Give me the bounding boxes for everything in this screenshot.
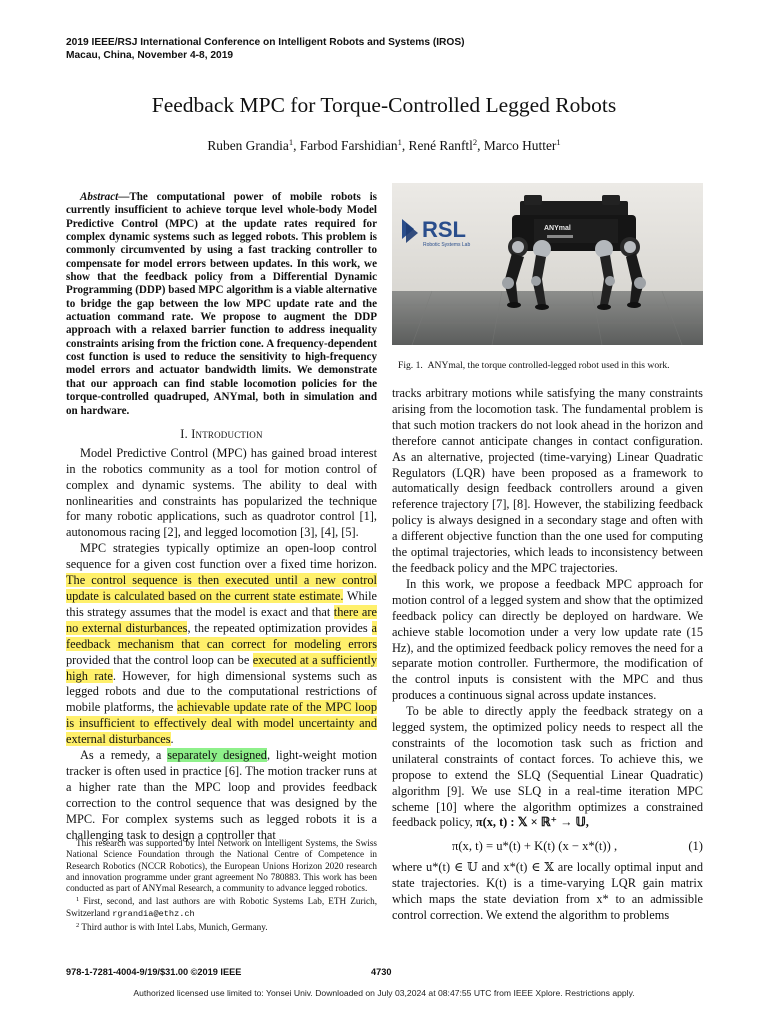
intro-paragraph	[66, 541, 377, 748]
equation	[392, 839, 703, 854]
author-affiliation-mark: 1	[288, 137, 294, 147]
author-name: Marco Hutter	[483, 138, 557, 153]
highlighted-text: there are no external disturbances	[66, 604, 377, 635]
paragraph-text: , light-weight motion tracker is often used in practice [6]. The motion tracker runs at a higher rate than the MPC loop and provides feedback correction to the control sequence that was designed by the MPC. For complex systems such as legged robots it is a challenging task to design a controller that	[66, 748, 377, 842]
intro-paragraph: Model Predictive Control (MPC) has gained broad interest in the robotics community as a tool for motion control of complex and dynamic systems. The ability to deal with nonlinearities and constraints has popularized the technique for many robotic applications, such as quadrotor control [1], autonomous racing [2], and legged locomotion [3], [4], [5].	[66, 445, 377, 540]
highlighted-text: The control sequence is then executed until a new control update is calculated based on the current state estimate.	[66, 573, 377, 603]
author-email: rgrandia@ethz.ch	[112, 908, 195, 919]
paper-title: Feedback MPC for Torque-Controlled Legged Robots	[151, 93, 617, 117]
paragraph-text: To be able to directly apply the feedback strategy on a legged system, the optimized policy needs to respect all the constraints of the locomotion task such as friction and unilateral constraints of contact forces. To achieve this, we propose to extend the SLQ (Sequential Linear Quadratic) algorithm [9]. We use SLQ in a real-time iteration MPC scheme [10] where the algorithm optimizes a constrained feedback policy,	[392, 704, 703, 830]
author-name: René Ranftl	[408, 138, 473, 153]
author-separator: ,	[293, 138, 300, 153]
footnote-text: First, second, and last authors are with Robotic Systems Lab, ETH Zurich, Switzerland	[66, 896, 378, 918]
conference-header	[66, 36, 465, 62]
figure-caption	[398, 360, 703, 372]
highlighted-text: a feedback mechanism that can correct for modeling errors	[66, 620, 377, 651]
conference-location: Macau, China, November 4-8, 2019	[66, 50, 234, 61]
right-column	[392, 386, 703, 924]
author-name: Farbod Farshidian	[299, 138, 398, 153]
author-list	[0, 137, 768, 154]
floor	[392, 291, 703, 345]
body-paragraph: In this work, we propose a feedback MPC approach for motion control of a legged system and show that the optimized feedback policy can directly be deployed on hardware. We achieve stable locomotion under a very low update rate (15 Hz), and the optimized feedback policy removes the need for a separate motion controller. Furthermore, the modification of the control inputs is consistent with the MPC and thus produces a continuous signal across update instances.	[392, 576, 703, 703]
intro-paragraph	[66, 748, 377, 843]
author-affiliation-mark: 2	[472, 137, 478, 147]
abstract-label: Abstract	[80, 191, 119, 203]
inline-math: π(x, t) : 𝕏 × ℝ⁺ → 𝕌,	[475, 815, 589, 830]
body-paragraph: where u*(t) ∈ 𝕌 and x*(t) ∈ 𝕏 are locally optimal input and state trajectories. K(t) is a time-varying LQR gain matrix which maps the state deviation from x* to an admissible control correction. We extend the algorithm to problems	[392, 860, 703, 923]
abstract	[66, 191, 377, 418]
abstract-text: The computational power of mobile robots is currently insufficient to achieve torque level whole-body Model Predictive Control (MPC) at the update rates required for complex dynamic systems such as legged robots. This problem is commonly circumvented by using a fast tracking controller to compensate for model errors between updates. In this work, we show that the feedback policy from a Differential Dynamic Programming (DDP) based MPC algorithm is a viable alternative to bridge the gap between the low MPC update rate and the actuation command rate. We propose to augment the DDP approach with a relaxed barrier function to address inequality constraints arising from the friction cone. A frequency-dependent cost function is used to reduce the sensitivity to high-frequency model errors and actuator bandwidth limits. We demonstrate that our approach can find stable locomotion policies for the torque-controlled quadruped, ANYmal, both in simulation and on hardware.	[66, 191, 377, 417]
funding-footnote: This research was supported by Intel Network on Intelligent Systems, the Swiss National Science Foundation through the National Centre of Competence in Research Robotics (NCCR Robotics), the European Unions Horizon 2020 research and innovation programme under grant agreement No 780883. This work has been conducted as part of ANYmal Research, a community to advance legged robotics.	[66, 838, 377, 894]
highlighted-text: executed at a sufficiently high rate	[66, 652, 378, 683]
page-number: 4730	[371, 967, 392, 977]
license-notice: Authorized licensed use limited to: Yonsei Univ. Downloaded on July 03,2024 at 08:47:55 UTC from IEEE Xplore. Restrictions apply.	[133, 988, 635, 998]
author-affiliation-mark: 1	[556, 137, 561, 147]
footnote-mark: 2	[76, 922, 80, 930]
paragraph-text: As a remedy, a	[80, 748, 168, 763]
affiliation-footnote	[66, 894, 377, 920]
robot-photo	[392, 183, 703, 345]
logo-subtitle: Robotic Systems Lab	[423, 242, 471, 248]
robot-brand-label: ANYmal	[544, 225, 571, 232]
author-name: Ruben Grandia	[207, 138, 289, 153]
section-heading	[66, 427, 377, 442]
equation-body: π(x, t) = u*(t) + K(t) (x − x*(t)) ,	[452, 839, 618, 854]
abstract-dash: —	[118, 191, 130, 203]
paragraph-text: , the repeated optimization provides	[187, 620, 372, 635]
paragraph-text: While this strategy assumes that the model is exact and that	[66, 589, 377, 619]
author-affiliation-mark: 1	[397, 137, 402, 147]
body-paragraph	[392, 704, 703, 831]
caption-text: ANYmal, the torque controlled-legged robot used in this work.	[427, 360, 670, 371]
paragraph-text: .	[170, 732, 174, 747]
author-separator: ,	[401, 138, 409, 153]
footnote-text: Third author is with Intel Labs, Munich, Germany.	[81, 922, 268, 933]
highlighted-text: achievable update rate of the MPC loop is insufficient to effectively deal with model uncertainty and external disturbances	[66, 700, 377, 747]
isbn-footer: 978-1-7281-4004-9/19/$31.00 ©2019 IEEE	[66, 967, 242, 977]
section-title: Introduction	[191, 426, 263, 441]
caption-label: Fig. 1.	[398, 360, 423, 371]
paragraph-text: . However, for high dimensional systems such as legged robots and due to the computational restrictions of mobile platforms, the	[66, 668, 377, 715]
conference-name: 2019 IEEE/RSJ International Conference on Intelligent Robots and Systems (IROS)	[66, 37, 465, 48]
section-number: I.	[180, 426, 188, 441]
left-column	[66, 191, 377, 844]
equation-number: (1)	[688, 839, 703, 854]
footnote-mark: 1	[76, 896, 80, 904]
paragraph-text: provided that the control loop can be	[66, 652, 253, 667]
footnotes	[66, 838, 377, 933]
highlighted-text: separately designed	[167, 748, 267, 763]
paragraph-text: MPC strategies typically optimize an open-loop control sequence for a given cost function over a fixed time horizon.	[66, 541, 377, 572]
logo-text: RSL	[422, 217, 466, 242]
robot-illustration	[392, 183, 703, 345]
body-paragraph: tracks arbitrary motions while satisfying the many constraints arising from the locomotion task. The fundamental problem is that such motion trackers do not look ahead in the horizon and therefore cannot anticipate changes in contact configuration. As an alternative, projected (time-varying) Linear Quadratic Regulators (LQR) have been proposed as a framework to automatically design feedback controllers around a given reference trajectory [7], [8]. However, the stabilizing feedback policy is always designed in a secondary stage and often with a different objective function than the one used for computing the optimal trajectories, which leads to inconsistency between the feedback policy and the MPC trajectories.	[392, 386, 703, 575]
affiliation-footnote	[66, 920, 377, 933]
author-separator: ,	[477, 138, 484, 153]
